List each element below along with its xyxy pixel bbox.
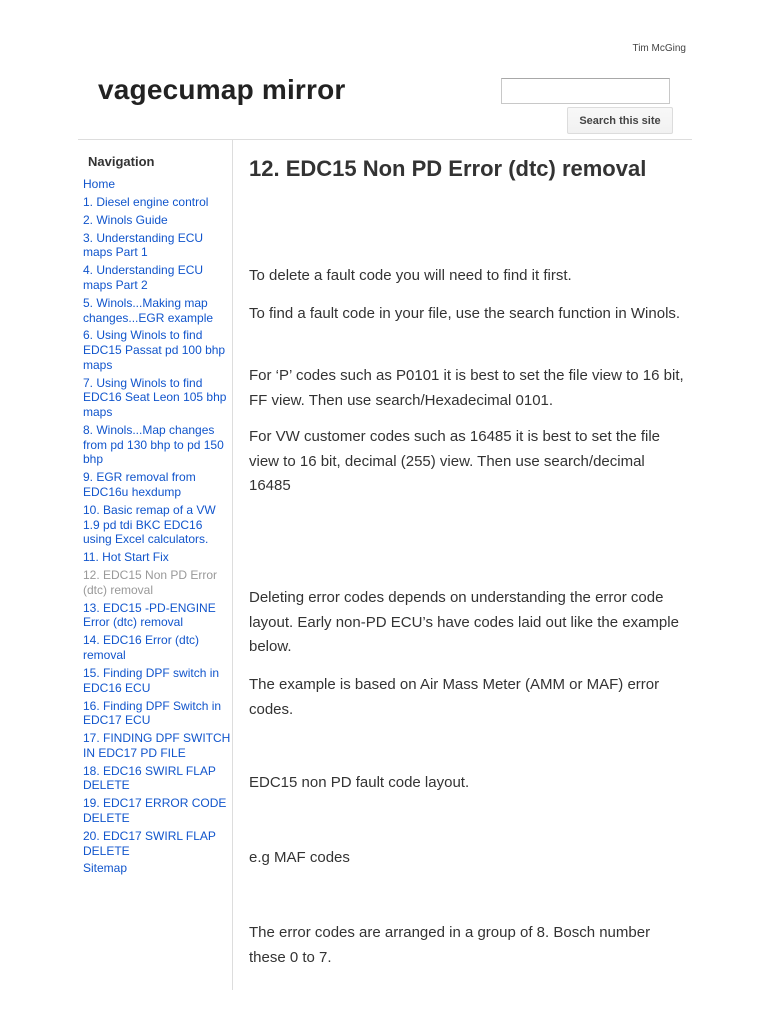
nav-item-dpf-edc17-pd[interactable]: 17. FINDING DPF SWITCH IN EDC17 PD FILE	[83, 731, 231, 760]
nav-item-ecu-maps-part-2[interactable]: 4. Understanding ECU maps Part 2	[83, 263, 204, 292]
nav-item-egr-removal-edc16u[interactable]: 9. EGR removal from EDC16u hexdump	[83, 470, 196, 500]
nav-item-winols-guide[interactable]: 2. Winols Guide	[83, 212, 168, 227]
paragraph: Deleting error codes depends on understanding the error code layout. Early non-PD ECU’s have codes laid out like the example below.	[249, 589, 679, 655]
search-button[interactable]: Search this site	[567, 107, 673, 134]
nav-item-edc17-swirl-flap[interactable]: 20. EDC17 SWIRL FLAP DELETE	[83, 828, 216, 858]
search-input[interactable]	[501, 78, 670, 104]
nav-list	[83, 177, 233, 879]
paragraph: EDC15 non PD fault code layout.	[249, 774, 470, 791]
paragraph: To find a fault code in your file, use the search function in Winols.	[249, 305, 681, 322]
paragraph: The example is based on Air Mass Meter (AMM or MAF) error codes.	[249, 676, 660, 718]
nav-item-home[interactable]: Home	[83, 177, 116, 191]
nav-item-edc16-seat-leon[interactable]: 7. Using Winols to find EDC16 Seat Leon 105 bhp maps	[83, 375, 227, 420]
page-title: 12. EDC15 Non PD Error (dtc) removal	[249, 156, 647, 181]
paragraph: For ‘P’ codes such as P0101 it is best to set the file view to 16 bit, FF view. Then use search/Hexadecimal 0101.	[249, 367, 684, 409]
nav-heading: Navigation	[88, 154, 155, 169]
nav-item-edc17-error-code[interactable]: 19. EDC17 ERROR CODE DELETE	[83, 796, 227, 825]
nav-item-edc16-swirl-flap[interactable]: 18. EDC16 SWIRL FLAP DELETE	[83, 763, 216, 793]
nav-item-ecu-maps-part-1[interactable]: 3. Understanding ECU maps Part 1	[83, 230, 204, 260]
nav-item-edc15-non-pd-current: 12. EDC15 Non PD Error (dtc) removal	[83, 568, 218, 597]
nav-item-edc15-passat[interactable]: 6. Using Winols to find EDC15 Passat pd 100 bhp maps	[83, 328, 226, 372]
nav-item-basic-remap-bkc[interactable]: 10. Basic remap of a VW 1.9 pd tdi BKC EDC16 using Excel calculators.	[83, 502, 216, 547]
paragraph: The error codes are arranged in a group of 8. Bosch number these 0 to 7.	[249, 924, 651, 966]
paragraph: For VW customer codes such as 16485 it is best to set the file view to 16 bit, decimal (255) view. Then use search/decimal 16485	[249, 428, 661, 494]
site-title[interactable]: vagecumap mirror	[98, 74, 346, 105]
nav-item-hot-start-fix[interactable]: 11. Hot Start Fix	[83, 550, 169, 565]
paragraph: To delete a fault code you will need to find it first.	[249, 267, 572, 284]
nav-item-sitemap[interactable]: Sitemap	[83, 861, 128, 876]
nav-item-edc16-error[interactable]: 14. EDC16 Error (dtc) removal	[83, 633, 200, 663]
nav-item-egr-example[interactable]: 5. Winols...Making map changes...EGR example	[83, 295, 214, 325]
nav-item-edc15-pd-engine[interactable]: 13. EDC15 -PD-ENGINE Error (dtc) removal	[83, 600, 216, 630]
nav-item-dpf-edc16[interactable]: 15. Finding DPF switch in EDC16 ECU	[83, 665, 220, 695]
paragraph: e.g MAF codes	[249, 849, 350, 866]
nav-item-diesel-engine-control[interactable]: 1. Diesel engine control	[83, 194, 209, 209]
nav-item-dpf-edc17[interactable]: 16. Finding DPF Switch in EDC17 ECU	[83, 698, 222, 728]
main-content	[249, 150, 689, 966]
user-name[interactable]: Tim McGing	[632, 43, 686, 54]
sidebar	[78, 140, 233, 990]
nav-item-map-changes-pd130[interactable]: 8. Winols...Map changes from pd 130 bhp to pd 150 bhp	[83, 423, 224, 467]
